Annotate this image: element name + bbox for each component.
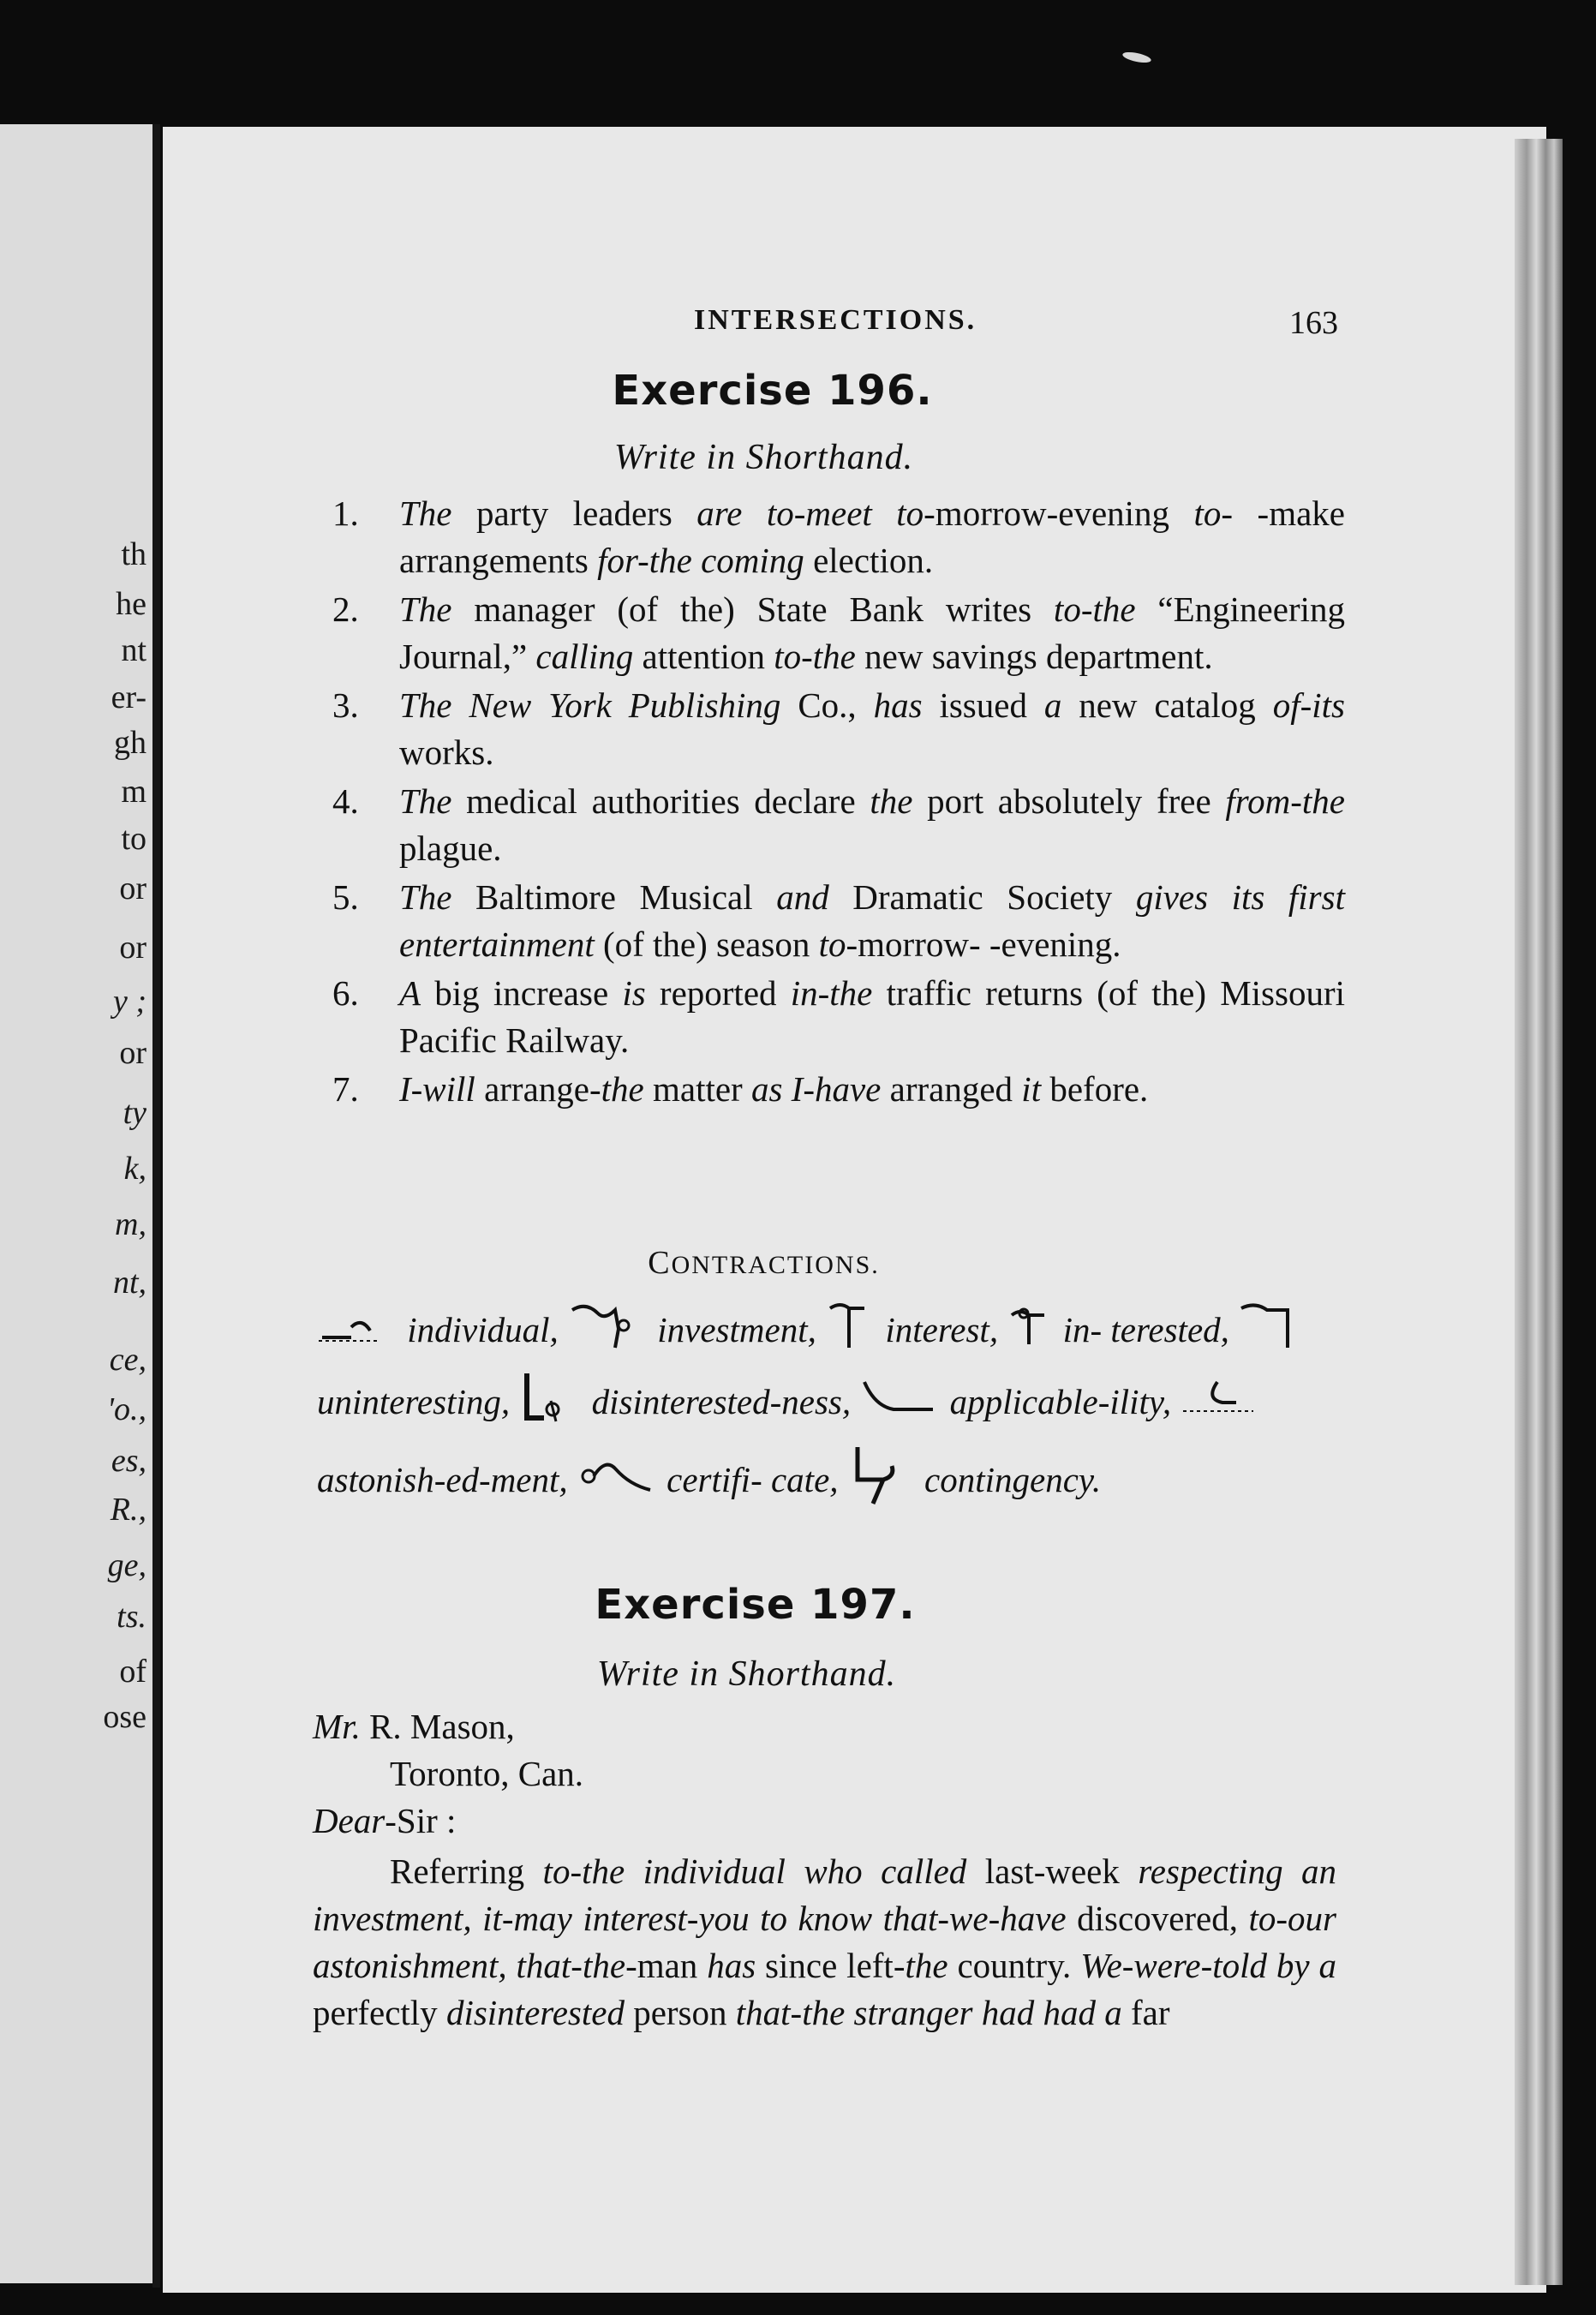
text-run: Baltimore Musical [451,877,777,917]
text-run: manager (of the) State Bank writes [451,589,1054,629]
t-loop-icon [1007,1301,1054,1367]
text-run: since left- [756,1946,906,1985]
exercise-item [324,1066,1345,1113]
text-run: far [1121,1993,1170,2032]
italic-word: has [707,1946,756,1985]
contraction-word: interest, [876,1310,1007,1350]
letter-body [313,1848,1336,2037]
exercise-197-letter [313,1703,1336,2037]
italic-word: from-the [1225,781,1345,821]
italic-word: a [1043,685,1062,725]
facing-page-fragment: nt [121,632,146,668]
contractions-heading-rest: ONTRACTIONS. [671,1251,880,1279]
text-run: attention [633,637,774,676]
facing-page-fragment: or [119,930,146,966]
exercise-item [324,970,1345,1064]
facing-page-fragment: k, [123,1151,146,1187]
italic-word: respecting an investment, it-may interest-you to know that-we-have [313,1851,1337,1938]
text-run: arrange- [475,1069,601,1109]
contraction-word: astonish-ed-ment, [317,1459,577,1499]
text-run: new catalog [1061,685,1273,725]
facing-page-fragment: es, [111,1443,146,1479]
l-loop-icon [518,1370,583,1442]
italic-word: gives its first entertainment [399,877,1345,964]
italic-word: of-its [1272,685,1345,725]
exercise-196-subtitle: Write in Shorthand. [613,438,914,477]
exercise-197-title: Exercise 197. [595,1581,916,1629]
salutation-dear: Dear [313,1801,386,1840]
facing-page-fragment: gh [114,725,146,761]
text-run: port absolutely free [912,781,1226,821]
text-run: election. [804,541,934,580]
salutation [313,1798,1336,1845]
text-run: “Engineering Journal,” [399,589,1345,676]
italic-word: in-the [790,973,873,1013]
text-run: -make arrangements [399,494,1345,580]
facing-page-fragment: R., [110,1492,146,1528]
address-name: R. Mason, [360,1707,515,1746]
italic-word: I-will [399,1069,475,1109]
italic-word: The [399,589,452,629]
facing-page-fragment: m [121,774,146,810]
italic-word: to-the individual who called [542,1851,967,1891]
contraction-word: in- terested, [1054,1310,1239,1350]
text-run: Referring [390,1851,543,1891]
facing-page-fragment: of [119,1654,146,1690]
text-run: arranged [881,1069,1022,1109]
italic-word: to [818,924,846,964]
facing-page-fragment: he [116,586,146,622]
italic-word: The New York Publishing [399,685,781,725]
text-run: Dramatic Society [828,877,1136,917]
italic-word: as I-have [750,1069,882,1109]
item-number: 5. [332,877,359,917]
text-run: works. [399,733,494,772]
contraction-entry [567,1310,825,1349]
item-number: 3. [332,685,359,725]
text-run: last-week [966,1851,1139,1891]
hook-stroke-icon [1238,1298,1311,1370]
italic-word: the [905,1946,948,1985]
italic-word: calling [535,637,634,676]
address-line-name [313,1703,1336,1750]
facing-page-fragment: m, [115,1206,146,1242]
exercise-item [324,682,1345,776]
contraction-entry [847,1460,1101,1499]
text-run: country. [947,1946,1081,1985]
address-line-city: Toronto, Can. [390,1754,584,1793]
exercise-196-list [324,490,1345,1115]
text-run: (of the) season [594,924,819,964]
italic-word: and [776,877,829,917]
italic-word: to-our astonishment, that-the [313,1899,1336,1985]
italic-word: The [399,494,452,533]
contraction-entry [859,1382,1180,1421]
text-run: party leaders [451,494,697,533]
item-number: 7. [332,1069,359,1109]
text-run: -man [625,1946,708,1985]
facing-page-fragment: y ; [112,984,146,1020]
text-run: discovered, [1066,1899,1249,1938]
loop-arc-icon [577,1451,658,1516]
text-run: before. [1041,1069,1149,1109]
italic-word: are to-meet to [696,494,924,533]
facing-page-fragment: ce, [109,1342,146,1378]
facing-page-fragment: th [121,536,146,572]
facing-page-fragment: or [119,870,146,906]
contraction-word: contingency. [915,1459,1102,1499]
contraction-word: individual, [398,1310,568,1350]
italic-word: the [601,1069,644,1109]
facing-page-fragment: to [121,821,146,857]
italic-word: disinterested [445,1993,625,2032]
italic-word: has [873,685,923,725]
item-number: 1. [332,494,359,533]
exercise-197-subtitle: Write in Shorthand. [596,1654,897,1694]
contractions-heading-cap: C [648,1245,672,1281]
italic-word: to- [1193,494,1234,533]
text-run: traffic returns (of the) Missouri Pacific Railway. [399,973,1346,1060]
text-run: person [624,1993,736,2032]
contractions-heading [0,1244,1562,1282]
italic-word: to-the [1053,589,1136,629]
text-run: perfectly [313,1993,446,2032]
contraction-word: certifi- cate, [657,1459,847,1499]
text-run: matter [643,1069,751,1109]
italic-word: is [622,973,646,1013]
italic-word: the [870,781,913,821]
contractions-list [317,1298,1341,1525]
exercise-item [324,586,1345,680]
facing-page-fragment: or [119,1035,146,1071]
contraction-entry [518,1382,859,1421]
facing-page-fragment: ts. [117,1599,146,1635]
curve-stroke-icon [859,1375,941,1437]
page-number: 163 [1289,305,1338,341]
contraction-word: investment, [649,1310,826,1350]
exercise-item [324,778,1345,872]
contraction-entry [577,1460,847,1499]
dash-hook-icon [1180,1375,1261,1437]
text-run: Co., [780,685,874,725]
text-run: -morrow- -evening. [846,924,1121,964]
exercise-item [324,490,1345,584]
scan-speck [1121,51,1151,65]
facing-page-fragment: ge, [107,1547,146,1583]
wave-loop-icon [567,1298,649,1370]
text-run: big increase [421,973,623,1013]
italic-word: The [399,877,452,917]
italic-word: to-the [774,637,856,676]
contraction-word: disinterested-ness, [583,1382,860,1422]
facing-page-fragment: ose [103,1699,146,1735]
item-number: 4. [332,781,359,821]
contraction-entry [1007,1310,1238,1349]
text-run: plague. [399,828,502,868]
italic-word: for-the coming [597,541,804,580]
text-run: new savings department. [855,637,1213,676]
italic-word: it [1021,1069,1042,1109]
italic-word: The [399,781,452,821]
exercise-196-title: Exercise 196. [612,367,933,415]
italic-word: A [399,973,421,1013]
italic-word: that-the stranger had had a [735,1993,1122,2032]
t-stroke-icon [825,1298,876,1370]
facing-page-fragment: ty [123,1095,146,1131]
text-run: medical authorities declare [451,781,870,821]
facing-page-fragment: nt, [112,1265,146,1301]
contraction-word: applicable-ility, [941,1382,1181,1422]
facing-page-fragment: 'o., [106,1391,146,1427]
salutation-sir: -Sir : [385,1801,457,1840]
contraction-entry [317,1310,567,1349]
text-run: issued [922,685,1044,725]
item-number: 2. [332,589,359,629]
text-run: -morrow-evening [924,494,1194,533]
item-number: 6. [332,973,359,1013]
facing-page-fragment: er- [111,679,146,715]
text-run: reported [645,973,791,1013]
corner-hook-icon [847,1442,916,1525]
hook-dash-icon [317,1304,398,1365]
address-title: Mr. [313,1707,361,1746]
contraction-entry [825,1310,1007,1349]
exercise-item [324,874,1345,968]
italic-word: We-were-told by a [1080,1946,1337,1985]
contraction-word: uninteresting, [317,1382,519,1422]
running-head: INTERSECTIONS. [694,304,977,336]
